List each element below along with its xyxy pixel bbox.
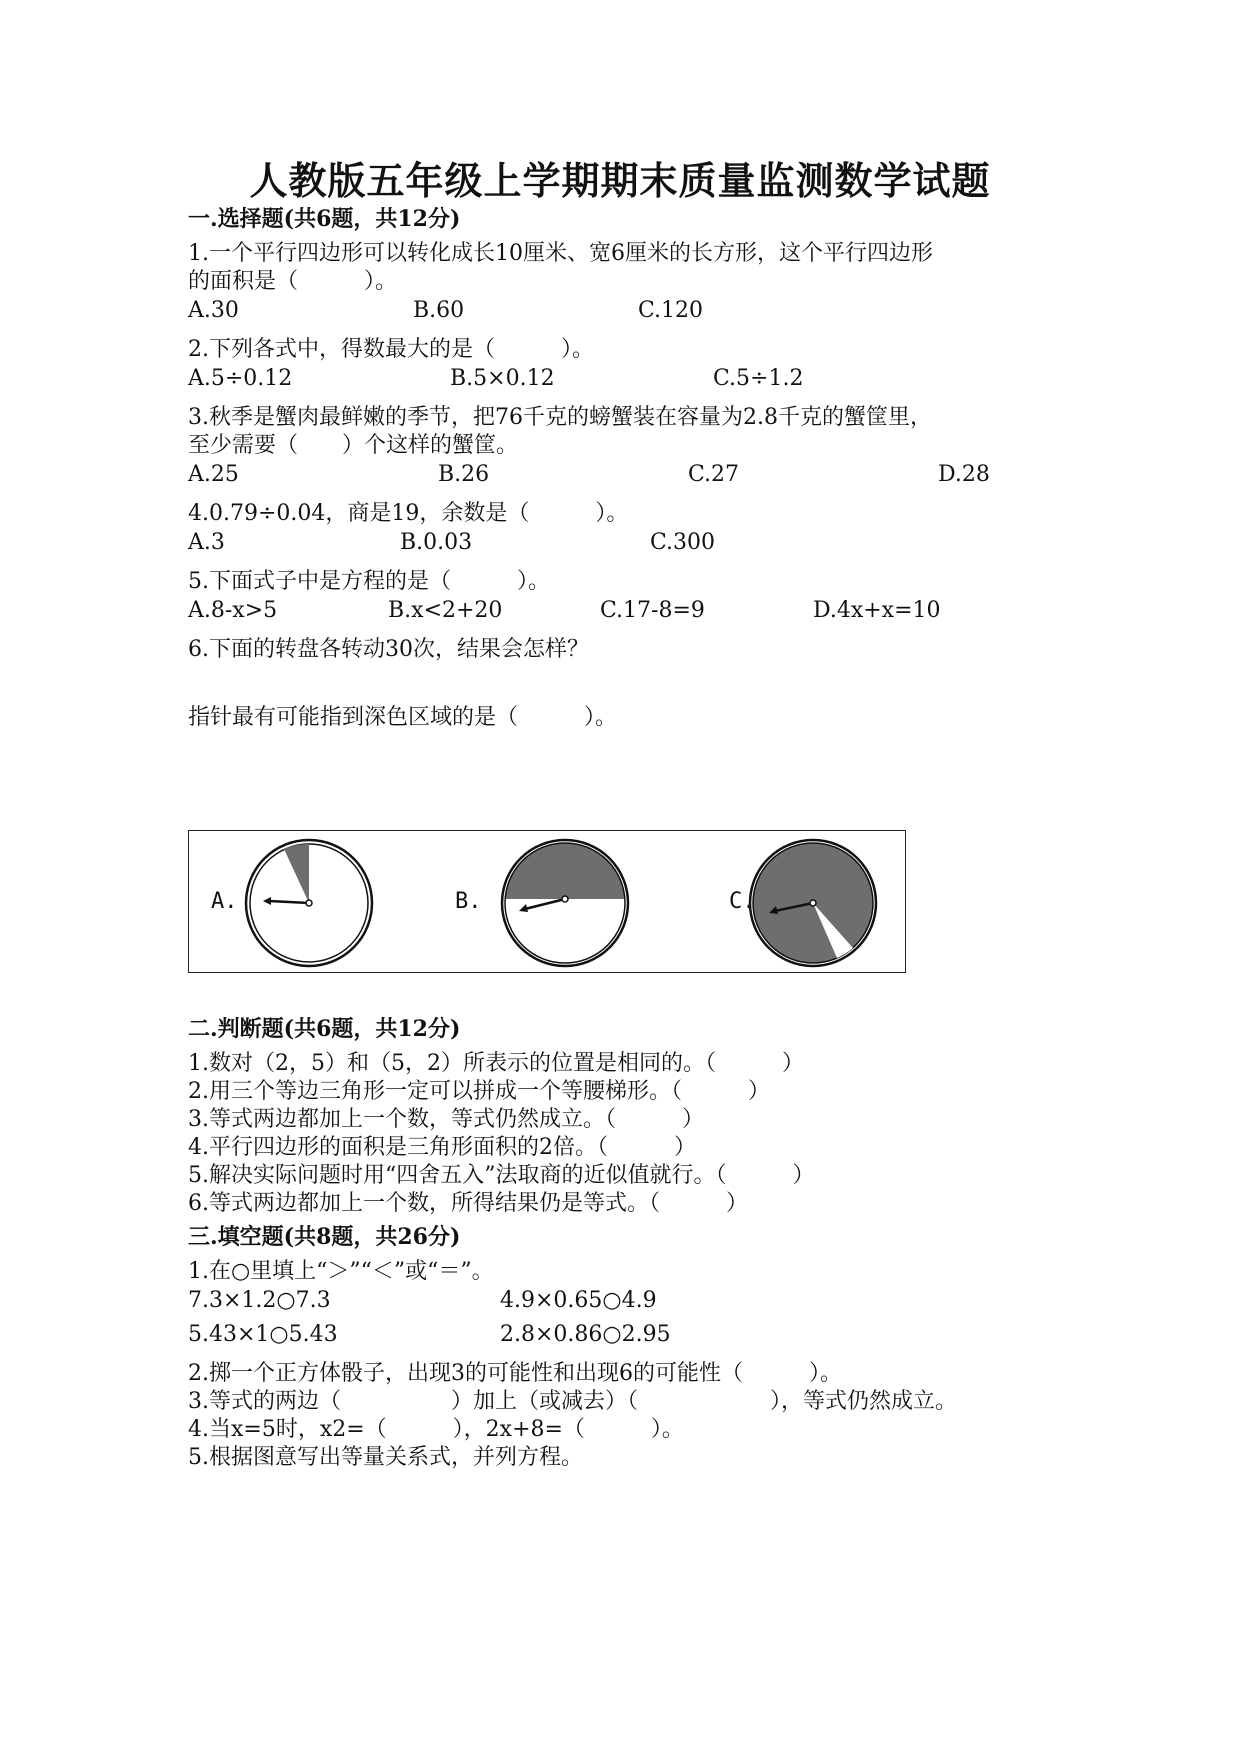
q5-option-d: D.4x+x=10 <box>813 598 941 623</box>
fill-item-2: 2.掷一个正方体骰子，出现3的可能性和出现6的可能性（ ）。 <box>188 1361 842 1386</box>
q2-option-a: A.5÷0.12 <box>188 366 293 391</box>
judge-item-1: 1.数对（2，5）和（5，2）所表示的位置是相同的。（ ） <box>188 1051 804 1076</box>
fill-item-1: 1.在○里填上“＞”“＜”或“＝”。 <box>188 1259 494 1284</box>
question-5: 5.下面式子中是方程的是（ ）。 <box>188 569 550 594</box>
question-1-line-2: 的面积是（ ）。 <box>188 269 398 294</box>
q4-option-a: A.3 <box>188 530 225 555</box>
q2-option-b: B.5×0.12 <box>450 366 555 391</box>
q5-option-c: C.17-8=9 <box>600 598 705 623</box>
fill-item-5: 5.根据图意写出等量关系式，并列方程。 <box>188 1445 583 1470</box>
question-6: 6.下面的转盘各转动30次，结果会怎样？ <box>188 637 589 662</box>
spinner-figure <box>188 830 906 973</box>
spinner-b-pointer <box>525 899 565 909</box>
q1-option-a: A.30 <box>188 298 239 323</box>
spinner-c-label: C. <box>729 889 756 914</box>
question-1-line-1: 1.一个平行四边形可以转化成长10厘米、宽6厘米的长方形，这个平行四边形 <box>188 241 933 266</box>
q1-option-b: B.60 <box>413 298 465 323</box>
q5-option-a: A.8-x>5 <box>188 598 278 623</box>
q3-option-c: C.27 <box>688 462 740 487</box>
spinner-b-dark-half <box>499 839 631 899</box>
question-3-line-1: 3.秋季是蟹肉最鲜嫩的季节，把76千克的螃蟹装在容量为2.8千克的蟹筐里， <box>188 405 932 430</box>
q4-option-b: B.0.03 <box>400 530 473 555</box>
fill-1-expr-3: 5.43×1○5.43 <box>188 1322 338 1347</box>
q3-option-b: B.26 <box>438 462 490 487</box>
spinner-c <box>750 840 876 966</box>
q4-option-c: C.300 <box>650 530 716 555</box>
question-2: 2.下列各式中，得数最大的是（ ）。 <box>188 337 594 362</box>
q3-option-a: A.25 <box>188 462 239 487</box>
section-heading-choice: 一.选择题(共6题，共12分) <box>188 206 461 232</box>
question-3-line-2: 至少需要（ ）个这样的蟹筐。 <box>188 433 519 458</box>
judge-item-6: 6.等式两边都加上一个数，所得结果仍是等式。（ ） <box>188 1191 748 1216</box>
spinner-b <box>499 839 631 966</box>
fill-item-4: 4.当x=5时，x2=（ ），2x+8=（ ）。 <box>188 1417 684 1442</box>
judge-item-5: 5.解决实际问题时用“四舍五入”法取商的近似值就行。（ ） <box>188 1163 815 1188</box>
judge-item-3: 3.等式两边都加上一个数，等式仍然成立。（ ） <box>188 1107 704 1132</box>
section-heading-judge: 二.判断题(共6题，共12分) <box>188 1016 461 1042</box>
q5-option-b: B.x<2+20 <box>388 598 503 623</box>
spinner-figure-graphic <box>189 831 907 974</box>
spinner-a-label: A. <box>211 889 238 914</box>
spinner-b-label: B. <box>455 889 482 914</box>
fill-1-expr-2: 4.9×0.65○4.9 <box>500 1288 657 1313</box>
page-title: 人教版五年级上学期期末质量监测数学试题 <box>249 158 991 203</box>
question-4: 4.0.79÷0.04，商是19，余数是（ ）。 <box>188 501 629 526</box>
judge-item-2: 2.用三个等边三角形一定可以拼成一个等腰梯形。（ ） <box>188 1079 770 1104</box>
q1-option-c: C.120 <box>638 298 704 323</box>
fill-1-expr-1: 7.3×1.2○7.3 <box>188 1288 331 1313</box>
judge-item-4: 4.平行四边形的面积是三角形面积的2倍。（ ） <box>188 1135 696 1160</box>
spinner-a-pointer <box>269 901 309 903</box>
q3-option-d: D.28 <box>938 462 990 487</box>
fill-item-3: 3.等式的两边（ ）加上（或减去）（ ），等式仍然成立。 <box>188 1389 957 1414</box>
question-6-prompt: 指针最有可能指到深色区域的是（ ）。 <box>188 705 618 730</box>
q2-option-c: C.5÷1.2 <box>713 366 804 391</box>
spinner-a <box>246 840 372 966</box>
section-heading-fill: 三.填空题(共8题，共26分) <box>188 1224 461 1250</box>
fill-1-expr-4: 2.8×0.86○2.95 <box>500 1322 671 1347</box>
